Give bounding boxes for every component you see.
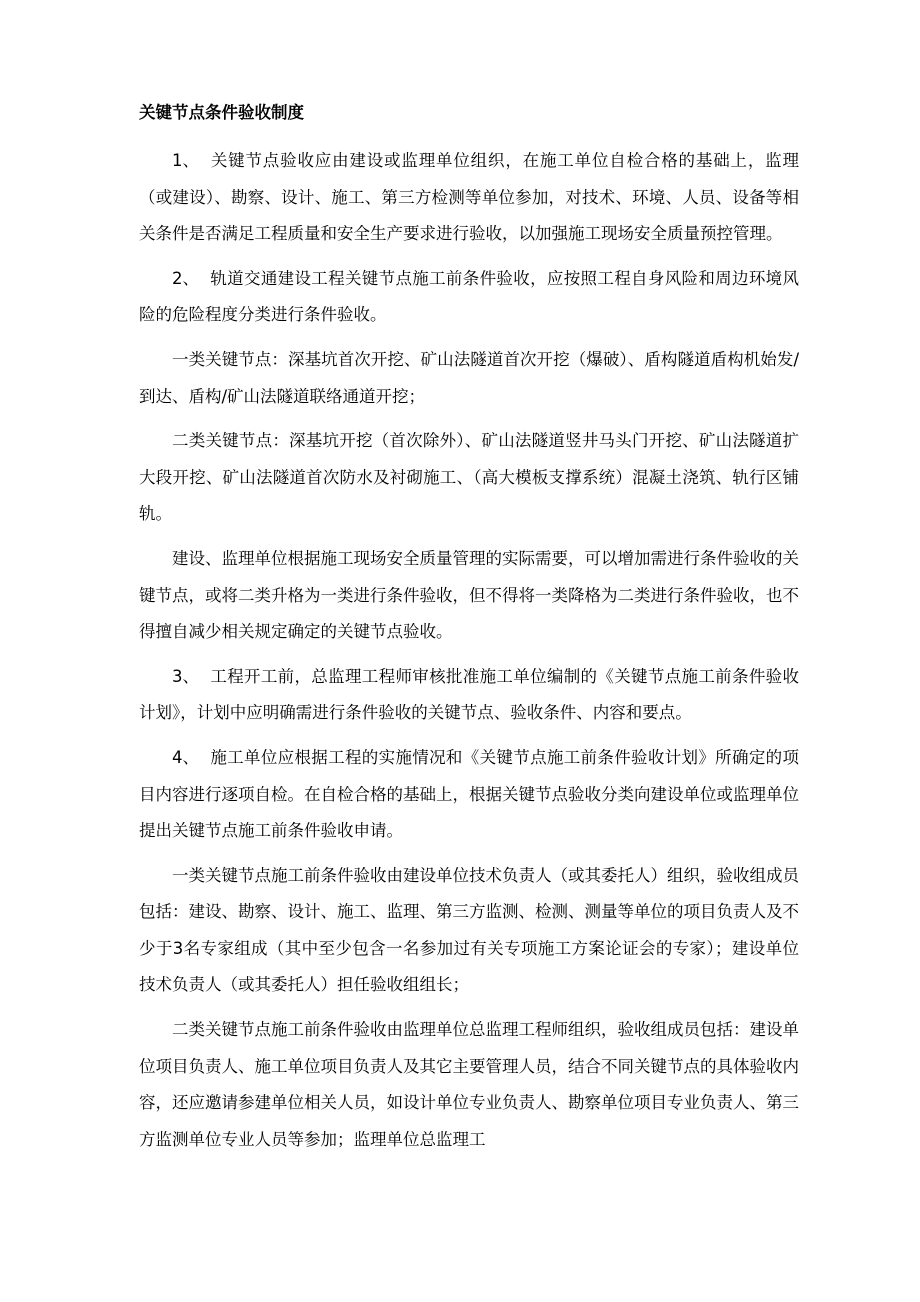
paragraph-text: 二类关键节点：深基坑开挖（首次除外）、矿山法隧道竖井马头门开挖、矿山法隧道扩大段开挖、矿山法隧道首次防水及衬砌施工、（高大模板支撑系统）混凝土浇筑、轨行区铺轨。 xyxy=(139,431,799,524)
document-body xyxy=(139,143,799,1166)
paragraph-number: 3、 xyxy=(172,666,199,686)
paragraph-text: 轨道交通建设工程关键节点施工前条件验收，应按照工程自身风险和周边环境风险的危险程度分类进行条件验收。 xyxy=(139,268,799,325)
paragraph xyxy=(139,1012,799,1158)
paragraph xyxy=(139,858,799,1004)
paragraph xyxy=(139,261,799,334)
paragraph-text: 一类关键节点：深基坑首次开挖、矿山法隧道首次开挖（爆破）、盾构隧道盾构机始发/到达、盾构/矿山法隧道联络通道开挖； xyxy=(139,349,799,406)
paragraph xyxy=(139,659,799,732)
paragraph xyxy=(139,541,799,651)
paragraph-number: 4、 xyxy=(172,747,199,767)
paragraph-text: 工程开工前，总监理工程师审核批准施工单位编制的《关键节点施工前条件验收计划》，计划中应明确需进行条件验收的关键节点、验收条件、内容和要点。 xyxy=(139,666,799,723)
paragraph-number: 1、 xyxy=(172,151,199,170)
paragraph-text: 关键节点验收应由建设或监理单位组织，在施工单位自检合格的基础上，监理（或建设）、勘察、设计、施工、第三方检测等单位参加，对技术、环境、人员、设备等相关条件是否满足工程质量和安全生产要求进行验收，以加强施工现场安全质量预控管理。 xyxy=(139,151,799,244)
paragraph-text: 一类关键节点施工前条件验收由建设单位技术负责人（或其委托人）组织，验收组成员包括：建设、勘察、设计、施工、监理、第三方监测、检测、测量等单位的项目负责人及不少于3名专家组成（其中至少包含一名参加过有关专项施工方案论证会的专家）；建设单位技术负责人（或其委托人）担任验收组组长； xyxy=(139,865,799,995)
paragraph xyxy=(139,342,799,415)
paragraph xyxy=(139,740,799,850)
paragraph xyxy=(139,143,799,253)
paragraph-number: 2、 xyxy=(172,268,199,288)
paragraph-text: 施工单位应根据工程的实施情况和《关键节点施工前条件验收计划》所确定的项目内容进行逐项自检。在自检合格的基础上，根据关键节点验收分类向建设单位或监理单位提出关键节点施工前条件验收申请。 xyxy=(139,747,799,841)
paragraph xyxy=(139,423,799,533)
document-title: 关键节点条件验收制度 xyxy=(139,103,304,122)
paragraph-text: 二类关键节点施工前条件验收由监理单位总监理工程师组织，验收组成员包括：建设单位项目负责人、施工单位项目负责人及其它主要管理人员，结合不同关键节点的具体验收内容，还应邀请参建单位相关人员，如设计单位专业负责人、勘察单位项目专业负责人、第三方监测单位专业人员等参加；监理单位总监理工 xyxy=(139,1020,799,1149)
paragraph-text: 建设、监理单位根据施工现场安全质量管理的实际需要，可以增加需进行条件验收的关键节点，或将二类升格为一类进行条件验收，但不得将一类降格为二类进行条件验收，也不得擅自减少相关规定确定的关键节点验收。 xyxy=(139,548,799,642)
